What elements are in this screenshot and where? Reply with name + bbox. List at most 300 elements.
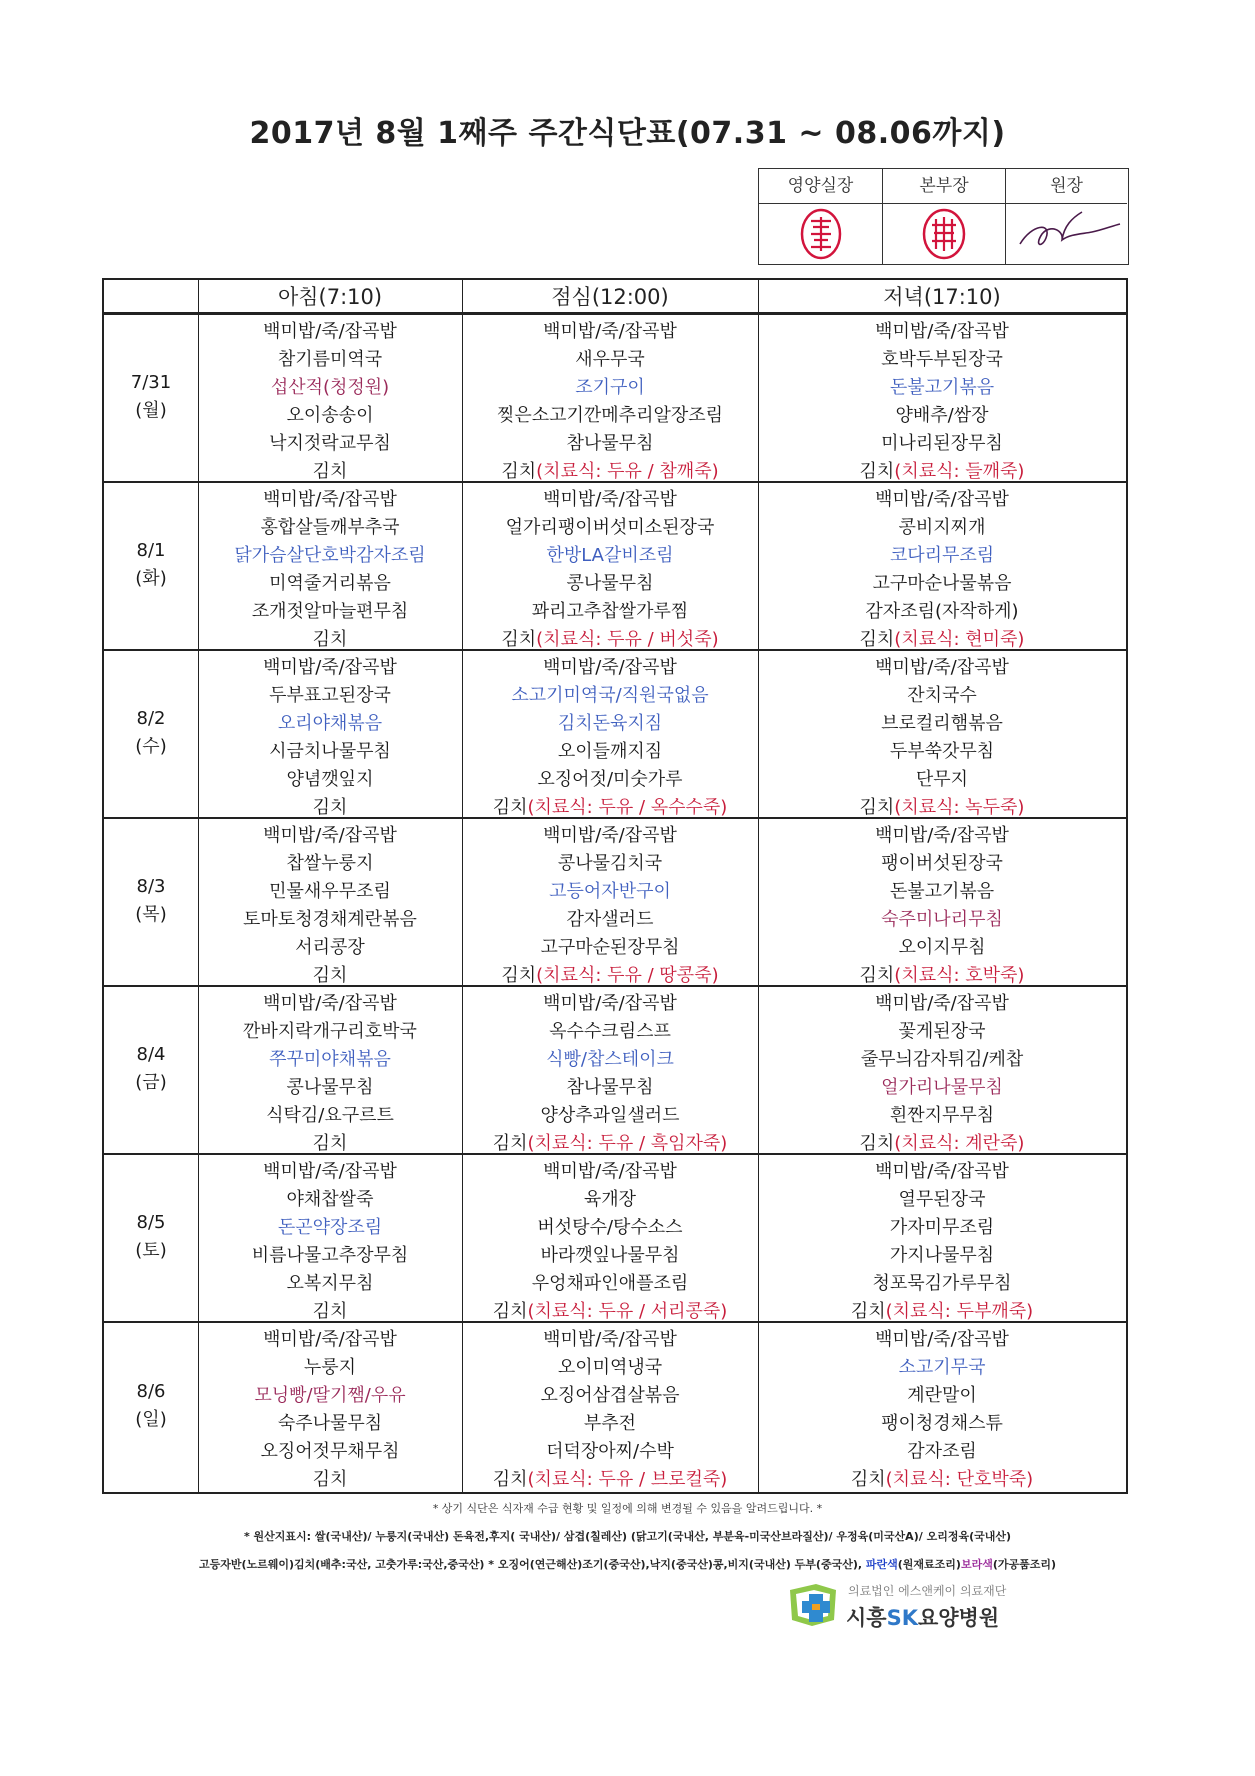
menu-item	[758, 766, 1126, 794]
dinner-cell	[758, 1158, 1126, 1326]
menu-item	[462, 1410, 758, 1438]
menu-item	[462, 794, 758, 822]
menu-item	[462, 878, 758, 906]
menu-item-text: 김치	[312, 1469, 348, 1490]
menu-item	[198, 1018, 462, 1046]
menu-item-text: 참나물무침	[566, 433, 654, 454]
menu-item-text: 감자조림(자작하게)	[865, 601, 1019, 622]
menu-item	[198, 766, 462, 794]
lunch-cell	[462, 1326, 758, 1494]
menu-item	[198, 1466, 462, 1494]
menu-item-text: 김치	[859, 965, 895, 986]
menu-item	[462, 1102, 758, 1130]
approval-label: 영양실장	[759, 169, 882, 204]
menu-item	[462, 1438, 758, 1466]
menu-item-text: 오징어삼겹살볶음	[540, 1385, 680, 1406]
menu-item	[758, 402, 1126, 430]
menu-item-text: 팽이버섯된장국	[881, 853, 1003, 874]
menu-item	[462, 1382, 758, 1410]
menu-item-text: 닭가슴살단호박감자조림	[234, 545, 426, 566]
menu-item	[462, 1354, 758, 1382]
menu-item-text: 김치	[492, 1133, 528, 1154]
day-date: 8/6	[136, 1380, 166, 1402]
menu-item-text: 김치	[859, 797, 895, 818]
dinner-cell	[758, 654, 1126, 822]
menu-item	[462, 710, 758, 738]
menu-item	[758, 962, 1126, 990]
menu-item	[198, 1158, 462, 1186]
menu-item	[758, 570, 1126, 598]
menu-item	[198, 1382, 462, 1410]
menu-item	[462, 542, 758, 570]
menu-item	[462, 626, 758, 654]
menu-item-text: 조기구이	[575, 377, 645, 398]
menu-item-text: 김치	[312, 1301, 348, 1322]
menu-item	[758, 990, 1126, 1018]
menu-item	[198, 1046, 462, 1074]
breakfast-cell	[198, 1158, 462, 1326]
menu-item	[758, 374, 1126, 402]
menu-item	[198, 458, 462, 486]
menu-item-text: 호박두부된장국	[881, 349, 1003, 370]
seal-stamp-icon	[799, 207, 843, 261]
menu-item	[462, 1298, 758, 1326]
menu-item-text: 참나물무침	[566, 1077, 654, 1098]
menu-item-text: 식빵/찹스테이크	[546, 1049, 674, 1070]
menu-item-text: 김치	[492, 1301, 528, 1322]
menu-item-text: 김치	[312, 965, 348, 986]
menu-item-text: 두부표고된장국	[269, 685, 391, 706]
menu-item	[758, 1018, 1126, 1046]
menu-item-text: 백미밥/죽/잡곡밥	[543, 489, 677, 510]
menu-item-text: 얼가리팽이버섯미소된장국	[505, 517, 715, 538]
menu-item-text: 백미밥/죽/잡곡밥	[543, 1161, 677, 1182]
menu-item	[462, 486, 758, 514]
menu-item	[462, 346, 758, 374]
menu-item-text: 열무된장국	[898, 1189, 986, 1210]
menu-item-text: 고구마순나물볶음	[872, 573, 1012, 594]
menu-item-text: 김치	[501, 461, 537, 482]
day-weekday: (화)	[135, 568, 167, 589]
day-weekday: (금)	[135, 1072, 167, 1093]
menu-item-text: 콩나물김치국	[557, 853, 663, 874]
menu-item	[758, 654, 1126, 682]
menu-item-text: 김치	[501, 629, 537, 650]
menu-item	[462, 374, 758, 402]
therapeutic-diet-note: (치료식: 호박죽)	[894, 965, 1025, 986]
menu-item	[198, 514, 462, 542]
lunch-cell	[462, 318, 758, 486]
menu-item	[198, 1438, 462, 1466]
menu-item	[198, 570, 462, 598]
menu-item-text: 오징어젓/미숫가루	[537, 769, 683, 790]
menu-item-text: 콩비지찌개	[898, 517, 986, 538]
menu-item	[758, 458, 1126, 486]
menu-item-text: 김치	[859, 461, 895, 482]
menu-item-text: 백미밥/죽/잡곡밥	[875, 1329, 1009, 1350]
lunch-cell	[462, 486, 758, 654]
menu-item-text: 쭈꾸미야채볶음	[269, 1049, 391, 1070]
menu-item	[758, 850, 1126, 878]
menu-item-text: 숙주미나리무침	[881, 909, 1003, 930]
header-lunch: 점심(12:00)	[551, 285, 669, 309]
menu-item-text: 돈불고기볶음	[889, 377, 995, 398]
menu-item-text: 오이들깨지짐	[557, 741, 663, 762]
origin-info: 고등자반(노르웨이)김치(배추:국산, 고춧가루:국산,중국산) * 오징어(연근해산)조기(중국산),낙지(중국산)콩,비지(국내산) 두부(중국산), 파란색(원재료조리)보라색(가공품조리)	[198, 1558, 1057, 1571]
dinner-cell	[758, 822, 1126, 990]
menu-item-text: 낙지젓락교무침	[269, 433, 391, 454]
menu-item-text: 김치	[492, 797, 528, 818]
day-date: 8/4	[136, 1044, 166, 1065]
header-breakfast: 아침(7:10)	[277, 285, 383, 309]
menu-item	[758, 1438, 1126, 1466]
dinner-cell	[758, 1326, 1126, 1494]
menu-item-text: 백미밥/죽/잡곡밥	[263, 825, 397, 846]
menu-item	[198, 934, 462, 962]
therapeutic-diet-note: (치료식: 두유 / 버섯죽)	[536, 629, 719, 650]
dinner-cell	[758, 990, 1126, 1158]
menu-item	[462, 1214, 758, 1242]
lunch-cell	[462, 654, 758, 822]
menu-item-text: 줄무늬감자튀김/케찹	[860, 1049, 1024, 1070]
menu-item	[462, 402, 758, 430]
menu-item-text: 더덕장아찌/수박	[546, 1441, 674, 1462]
breakfast-cell	[198, 318, 462, 486]
menu-item-text: 백미밥/죽/잡곡밥	[263, 321, 397, 342]
menu-item	[462, 1018, 758, 1046]
therapeutic-diet-note: (치료식: 두유 / 옥수수죽)	[527, 797, 728, 818]
menu-item	[758, 794, 1126, 822]
day-weekday: (월)	[135, 400, 167, 421]
menu-item-text: 김치	[859, 1133, 895, 1154]
menu-item	[462, 318, 758, 346]
menu-item-text: 청포묵김가루무침	[872, 1273, 1012, 1294]
menu-item-text: 김치	[850, 1301, 886, 1322]
menu-item-text: 우엉채파인애플조림	[531, 1273, 689, 1294]
menu-item-text: 토마토청경채계란볶음	[243, 909, 417, 930]
menu-item	[198, 850, 462, 878]
menu-item	[198, 542, 462, 570]
menu-item-text: 양배추/쌈장	[895, 405, 989, 426]
menu-item-text: 김치	[492, 1469, 528, 1490]
menu-item	[758, 626, 1126, 654]
menu-item	[198, 1326, 462, 1354]
menu-item-text: 미역줄거리볶음	[269, 573, 391, 594]
day-weekday: (일)	[135, 1408, 167, 1430]
menu-item-text: 바라깻잎나물무침	[540, 1245, 680, 1266]
menu-item-text: 콩나물무침	[566, 573, 654, 594]
menu-item	[758, 346, 1126, 374]
menu-item-text: 코다리무조림	[889, 545, 995, 566]
table-header	[104, 280, 1126, 315]
day-weekday: (토)	[135, 1240, 167, 1261]
menu-item	[758, 430, 1126, 458]
menu-item-text: 모닝빵/딸기쨈/우유	[254, 1385, 406, 1406]
menu-item	[198, 1102, 462, 1130]
menu-item	[462, 738, 758, 766]
hospital-logo-icon	[786, 1582, 840, 1628]
menu-item	[198, 318, 462, 346]
menu-item-text: 미나리된장무침	[881, 433, 1003, 454]
menu-item	[462, 654, 758, 682]
menu-item	[198, 962, 462, 990]
dinner-cell	[758, 318, 1126, 486]
menu-item	[758, 822, 1126, 850]
menu-item-text: 김치돈육지짐	[557, 713, 663, 734]
menu-item-text: 백미밥/죽/잡곡밥	[543, 993, 677, 1014]
menu-item-text: 가자미무조림	[889, 1217, 995, 1238]
menu-item	[462, 1242, 758, 1270]
menu-item-text: 브로컬리햄볶음	[881, 713, 1003, 734]
menu-item-text: 옥수수크림스프	[549, 1021, 671, 1042]
menu-item	[758, 1074, 1126, 1102]
menu-item	[198, 430, 462, 458]
menu-item	[198, 346, 462, 374]
menu-item	[758, 542, 1126, 570]
menu-item	[198, 598, 462, 626]
menu-item	[462, 822, 758, 850]
menu-item-text: 찹쌀누룽지	[286, 853, 374, 874]
menu-item-text: 감자조림	[907, 1441, 977, 1462]
menu-item-text: 숙주나물무침	[277, 1413, 383, 1434]
menu-item-text: 돈곤약장조림	[277, 1217, 383, 1238]
menu-item-text: 꽈리고추찹쌀가루찜	[531, 601, 689, 622]
day-date: 8/3	[136, 876, 166, 897]
menu-item	[758, 738, 1126, 766]
menu-item-text: 백미밥/죽/잡곡밥	[263, 657, 397, 678]
menu-item-text: 백미밥/죽/잡곡밥	[263, 993, 397, 1014]
menu-item	[758, 878, 1126, 906]
menu-item	[198, 710, 462, 738]
menu-item-text: 찢은소고기깐메추리알장조림	[496, 405, 724, 426]
menu-item	[462, 850, 758, 878]
menu-item	[758, 1158, 1126, 1186]
therapeutic-diet-note: (치료식: 두유 / 브로컬죽)	[527, 1469, 728, 1490]
menu-item-text: 백미밥/죽/잡곡밥	[875, 825, 1009, 846]
day-row	[104, 651, 1126, 819]
menu-item	[198, 822, 462, 850]
breakfast-cell	[198, 822, 462, 990]
menu-item	[462, 1270, 758, 1298]
menu-item	[198, 1270, 462, 1298]
menu-item-text: 식탁김/요구르트	[266, 1105, 394, 1126]
menu-item-text: 김치	[312, 1133, 348, 1154]
day-date: 8/5	[136, 1212, 166, 1233]
dinner-cell	[758, 486, 1126, 654]
menu-item	[462, 1326, 758, 1354]
day-row	[104, 1323, 1126, 1492]
menu-item-text: 백미밥/죽/잡곡밥	[875, 1161, 1009, 1182]
therapeutic-diet-note: (치료식: 두유 / 땅콩죽)	[536, 965, 719, 986]
day-label	[104, 1378, 198, 1434]
day-label	[104, 369, 198, 425]
menu-item-text: 버섯탕수/탕수소스	[537, 1217, 683, 1238]
menu-item-text: 계란말이	[907, 1385, 977, 1406]
therapeutic-diet-note: (치료식: 두유 / 흑임자죽)	[527, 1133, 728, 1154]
breakfast-cell	[198, 486, 462, 654]
day-date: 7/31	[130, 372, 172, 393]
menu-item	[462, 1158, 758, 1186]
therapeutic-diet-note: (치료식: 들깨죽)	[894, 461, 1025, 482]
menu-item	[462, 1130, 758, 1158]
hospital-name: 시흥SK요양병원	[846, 1606, 1000, 1630]
menu-item	[198, 374, 462, 402]
menu-item	[758, 318, 1126, 346]
menu-item-text: 흰짠지무무침	[889, 1105, 995, 1126]
menu-item-text: 홍합살들깨부추국	[260, 517, 400, 538]
menu-item-text: 오이지무침	[898, 937, 986, 958]
day-weekday: (수)	[135, 736, 167, 757]
breakfast-cell	[198, 1326, 462, 1494]
menu-item-text: 백미밥/죽/잡곡밥	[543, 321, 677, 342]
menu-item-text: 백미밥/죽/잡곡밥	[263, 1329, 397, 1350]
therapeutic-diet-note: (치료식: 녹두죽)	[894, 797, 1025, 818]
origin-info: * 원산지표시: 쌀(국내산)/ 누룽지(국내산) 돈육전,후지( 국내산)/ 삼겹(칠레산) (닭고기(국내산, 부분육-미국산브라질산)/ 우정육(미국산A)/ 오리정육(국내산)	[243, 1530, 1012, 1543]
menu-item-text: 돈불고기볶음	[889, 881, 995, 902]
menu-item-text: 백미밥/죽/잡곡밥	[875, 321, 1009, 342]
menu-item	[462, 430, 758, 458]
menu-item	[198, 626, 462, 654]
therapeutic-diet-note: (치료식: 현미죽)	[894, 629, 1025, 650]
day-date: 8/2	[136, 708, 166, 729]
day-label	[104, 1041, 198, 1097]
menu-item-text: 잔치국수	[907, 685, 977, 706]
day-row	[104, 987, 1126, 1155]
menu-item-text: 백미밥/죽/잡곡밥	[263, 1161, 397, 1182]
menu-item-text: 섭산적(청정원)	[270, 377, 390, 398]
menu-item-text: 오이송송이	[286, 405, 374, 426]
menu-item	[758, 514, 1126, 542]
menu-item-text: 백미밥/죽/잡곡밥	[875, 489, 1009, 510]
therapeutic-diet-note: (치료식: 계란죽)	[894, 1133, 1025, 1154]
menu-item	[462, 990, 758, 1018]
menu-item	[198, 794, 462, 822]
menu-item	[758, 1270, 1126, 1298]
menu-item	[462, 598, 758, 626]
menu-item-text: 콩나물무침	[286, 1077, 374, 1098]
menu-item	[758, 486, 1126, 514]
menu-item	[198, 1354, 462, 1382]
menu-item	[758, 682, 1126, 710]
day-row	[104, 483, 1126, 651]
menu-item-text: 민물새우무조림	[269, 881, 391, 902]
breakfast-cell	[198, 654, 462, 822]
menu-item	[462, 1466, 758, 1494]
menu-item-text: 고구마순된장무침	[540, 937, 680, 958]
approval-label: 원장	[1006, 169, 1127, 204]
lunch-cell	[462, 990, 758, 1158]
menu-item	[198, 906, 462, 934]
approval-box	[758, 168, 1129, 265]
approval-col-nutrition	[759, 169, 882, 264]
day-row	[104, 315, 1126, 483]
page-title: 2017년 8월 1째주 주간식단표(07.31 ~ 08.06까지)	[249, 116, 1006, 151]
menu-item	[758, 1130, 1126, 1158]
menu-item	[758, 710, 1126, 738]
menu-item	[462, 906, 758, 934]
menu-item	[758, 1046, 1126, 1074]
menu-item	[198, 1214, 462, 1242]
menu-item-text: 백미밥/죽/잡곡밥	[543, 825, 677, 846]
menu-item	[462, 1186, 758, 1214]
menu-item	[198, 878, 462, 906]
menu-item-text: 양상추과일샐러드	[540, 1105, 680, 1126]
menu-item	[198, 1130, 462, 1158]
menu-item	[758, 1242, 1126, 1270]
day-label	[104, 537, 198, 593]
day-label	[104, 873, 198, 929]
menu-item	[462, 682, 758, 710]
menu-item	[758, 1326, 1126, 1354]
menu-item-text: 백미밥/죽/잡곡밥	[263, 489, 397, 510]
day-weekday: (목)	[135, 904, 167, 925]
menu-item	[198, 1242, 462, 1270]
menu-item	[758, 1410, 1126, 1438]
menu-item-text: 깐바지락개구리호박국	[243, 1021, 417, 1042]
menu-item-text: 오이미역냉국	[557, 1357, 663, 1378]
menu-item	[462, 570, 758, 598]
menu-item	[758, 1102, 1126, 1130]
menu-item	[758, 1382, 1126, 1410]
menu-item-text: 백미밥/죽/잡곡밥	[875, 993, 1009, 1014]
lunch-cell	[462, 1158, 758, 1326]
menu-item-text: 오리야채볶음	[277, 713, 383, 734]
day-row	[104, 1155, 1126, 1323]
menu-item	[198, 1186, 462, 1214]
menu-item-text: 김치	[859, 629, 895, 650]
menu-item	[198, 1074, 462, 1102]
menu-item	[462, 1074, 758, 1102]
menu-item-text: 야채찹쌀죽	[286, 1189, 374, 1210]
therapeutic-diet-note: (치료식: 단호박죽)	[885, 1469, 1034, 1490]
day-date: 8/1	[136, 540, 166, 561]
approval-label: 본부장	[883, 169, 1005, 204]
header-dinner: 저녁(17:10)	[883, 285, 1001, 309]
seal-stamp-icon	[921, 207, 967, 261]
menu-item-text: 육개장	[583, 1189, 637, 1210]
menu-item-text: 소고기무국	[898, 1357, 986, 1378]
menu-item-text: 김치	[850, 1469, 886, 1490]
menu-item-text: 단무지	[915, 769, 969, 790]
menu-item	[758, 1214, 1126, 1242]
approval-col-director	[882, 169, 1005, 264]
menu-item-text: 시금치나물무침	[269, 741, 391, 762]
menu-item-text: 부추전	[583, 1413, 637, 1434]
menu-item-text: 두부쑥갓무침	[889, 741, 995, 762]
menu-item	[462, 934, 758, 962]
menu-item	[758, 1466, 1126, 1494]
menu-item-text: 소고기미역국/직원국없음	[511, 685, 709, 706]
breakfast-cell	[198, 990, 462, 1158]
lunch-cell	[462, 822, 758, 990]
menu-item-text: 비름나물고추장무침	[251, 1245, 409, 1266]
menu-item	[198, 990, 462, 1018]
menu-item-text: 양념깻잎지	[286, 769, 374, 790]
menu-item	[462, 962, 758, 990]
notice-text: * 상기 식단은 식자재 수급 현황 및 일정에 의해 변경될 수 있음을 알려드립니다. *	[432, 1502, 823, 1515]
menu-item-text: 누룽지	[303, 1357, 357, 1378]
menu-item	[198, 654, 462, 682]
menu-item-text: 가지나물무침	[889, 1245, 995, 1266]
menu-item	[462, 514, 758, 542]
menu-item-text: 꽃게된장국	[898, 1021, 986, 1042]
menu-item-text: 고등어자반구이	[549, 881, 671, 902]
menu-item	[758, 1298, 1126, 1326]
day-row	[104, 819, 1126, 987]
hospital-logo	[786, 1580, 1086, 1640]
menu-item-text: 한방LA갈비조림	[546, 545, 674, 566]
menu-item-text: 조개젓알마늘편무침	[251, 601, 409, 622]
